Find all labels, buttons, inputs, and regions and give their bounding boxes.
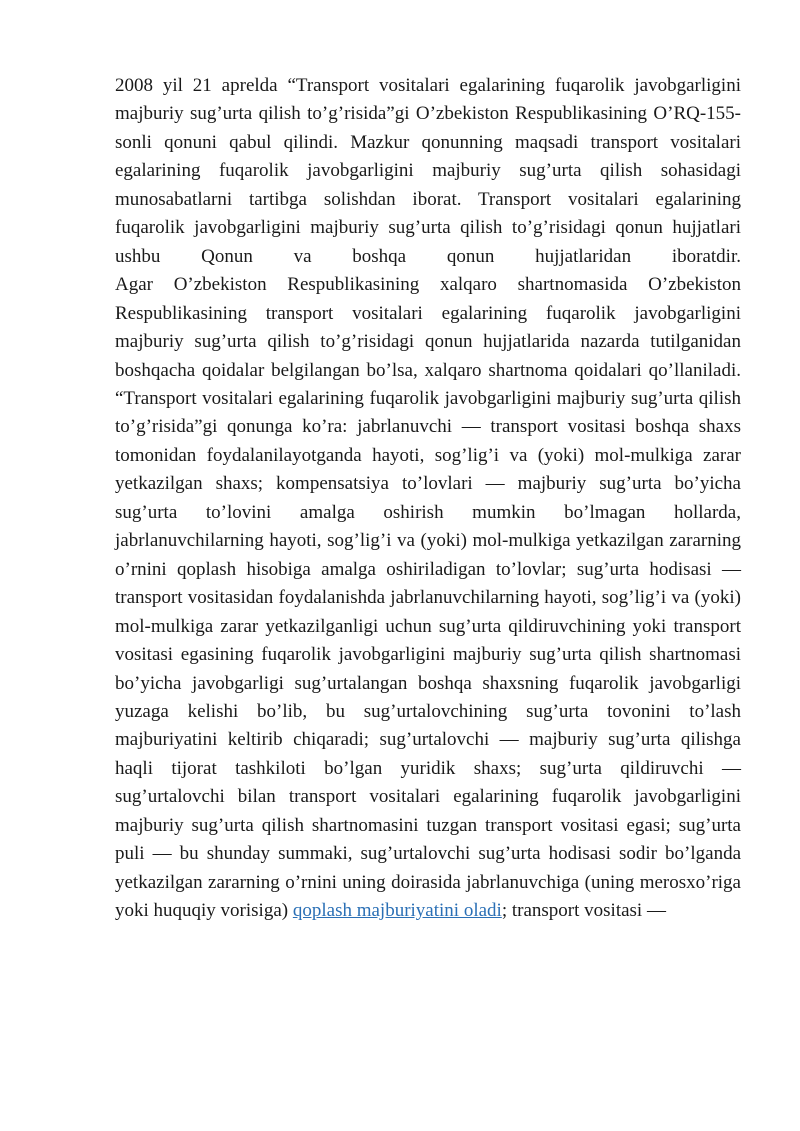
document-body: [115, 72, 741, 926]
paragraph-definitions-tail: ; transport vositasi —: [501, 900, 666, 922]
paragraph-international-treaty-text: Agar O’zbekiston Respublikasining xalqaro shartnomasida O’zbekiston Respublikasining transport vositalari egalarining fuqarolik javobgarligini majburiy sug’urta qilish to’g’risidagi qonun hujjatlarida nazarda tutilganidan boshqacha qoidalar belgilangan bo’lsa, xalqaro shartnoma qoidalari qo’llaniladi.: [115, 274, 741, 381]
paragraph-definitions: [115, 385, 741, 926]
paragraph-international-treaty: [115, 271, 741, 385]
compensation-obligation-link[interactable]: qoplash majburiyatini oladi: [292, 900, 502, 922]
paragraph-law-adoption-text: 2008 yil 21 aprelda “Transport vositalari egalarining fuqarolik javobgarligini majburiy sug’urta qilish to’g’risida”gi O’zbekiston Respublikasining O’RQ-155-sonli qonuni qabul qilindi. Mazkur qonunning maqsadi transport vositalari egalarining fuqarolik javobgarligini majburiy sug’urta qilish sohasidagi munosabatlarni tartibga solishdan iborat. Transport vositalari egalarining fuqarolik javobgarligini majburiy sug’urta qilish to’g’risidagi qonun hujjatlari ushbu Qonun va boshqa qonun hujjatlaridan iboratdir.: [115, 75, 741, 267]
paragraph-law-adoption: [115, 72, 741, 271]
paragraph-definitions-text: “Transport vositalari egalarining fuqarolik javobgarligini majburiy sug’urta qilish to’g’risida”gi qonunga ko’ra: jabrlanuvchi — transport vositasi boshqa shaxs tomonidan foydalanilayotganda hayoti, sog’lig’i va (yoki) mol-mulkiga zarar yetkazilgan shaxs; kompensatsiya to’lovlari — majburiy sug’urta bo’yicha sug’urta to’lovini amalga oshirish mumkin bo’lmagan hollarda, jabrlanuvchilarning hayoti, sog’lig’i va (yoki) mol-mulkiga yetkazilgan zararning o’rnini qoplash hisobiga amalga oshiriladigan to’lovlar; sug’urta hodisasi — transport vositasidan foydalanishda jabrlanuvchilarning hayoti, sog’lig’i va (yoki) mol-mulkiga zarar yetkazilganligi uchun sug’urta qildiruvchining yoki transport vositasi egasining fuqarolik javobgarligini majburiy sug’urta qilish shartnomasi bo’yicha javobgarligi sug’urtalangan boshqa shaxsning fuqarolik javobgarligi yuzaga kelishi bo’lib, bu sug’urtalovchining sug’urta tovonini to’lash majburiyatini keltirib chiqaradi; sug’urtalovchi — majburiy sug’urta qilishga haqli tijorat tashkiloti bo’lgan yuridik shaxs; sug’urta qildiruvchi — sug’urtalovchi bilan transport vositalari egalarining fuqarolik javobgarligini majburiy sug’urta qilish shartnomasini tuzgan transport vositasi egasi; sug’urta puli — bu shunday summaki, sug’urtalovchi sug’urta hodisasi sodir bo’lganda yetkazilgan zararning o’rnini uning doirasida jabrlanuvchiga (uning merosxo’riga yoki huquqiy vorisiga): [115, 387, 741, 922]
